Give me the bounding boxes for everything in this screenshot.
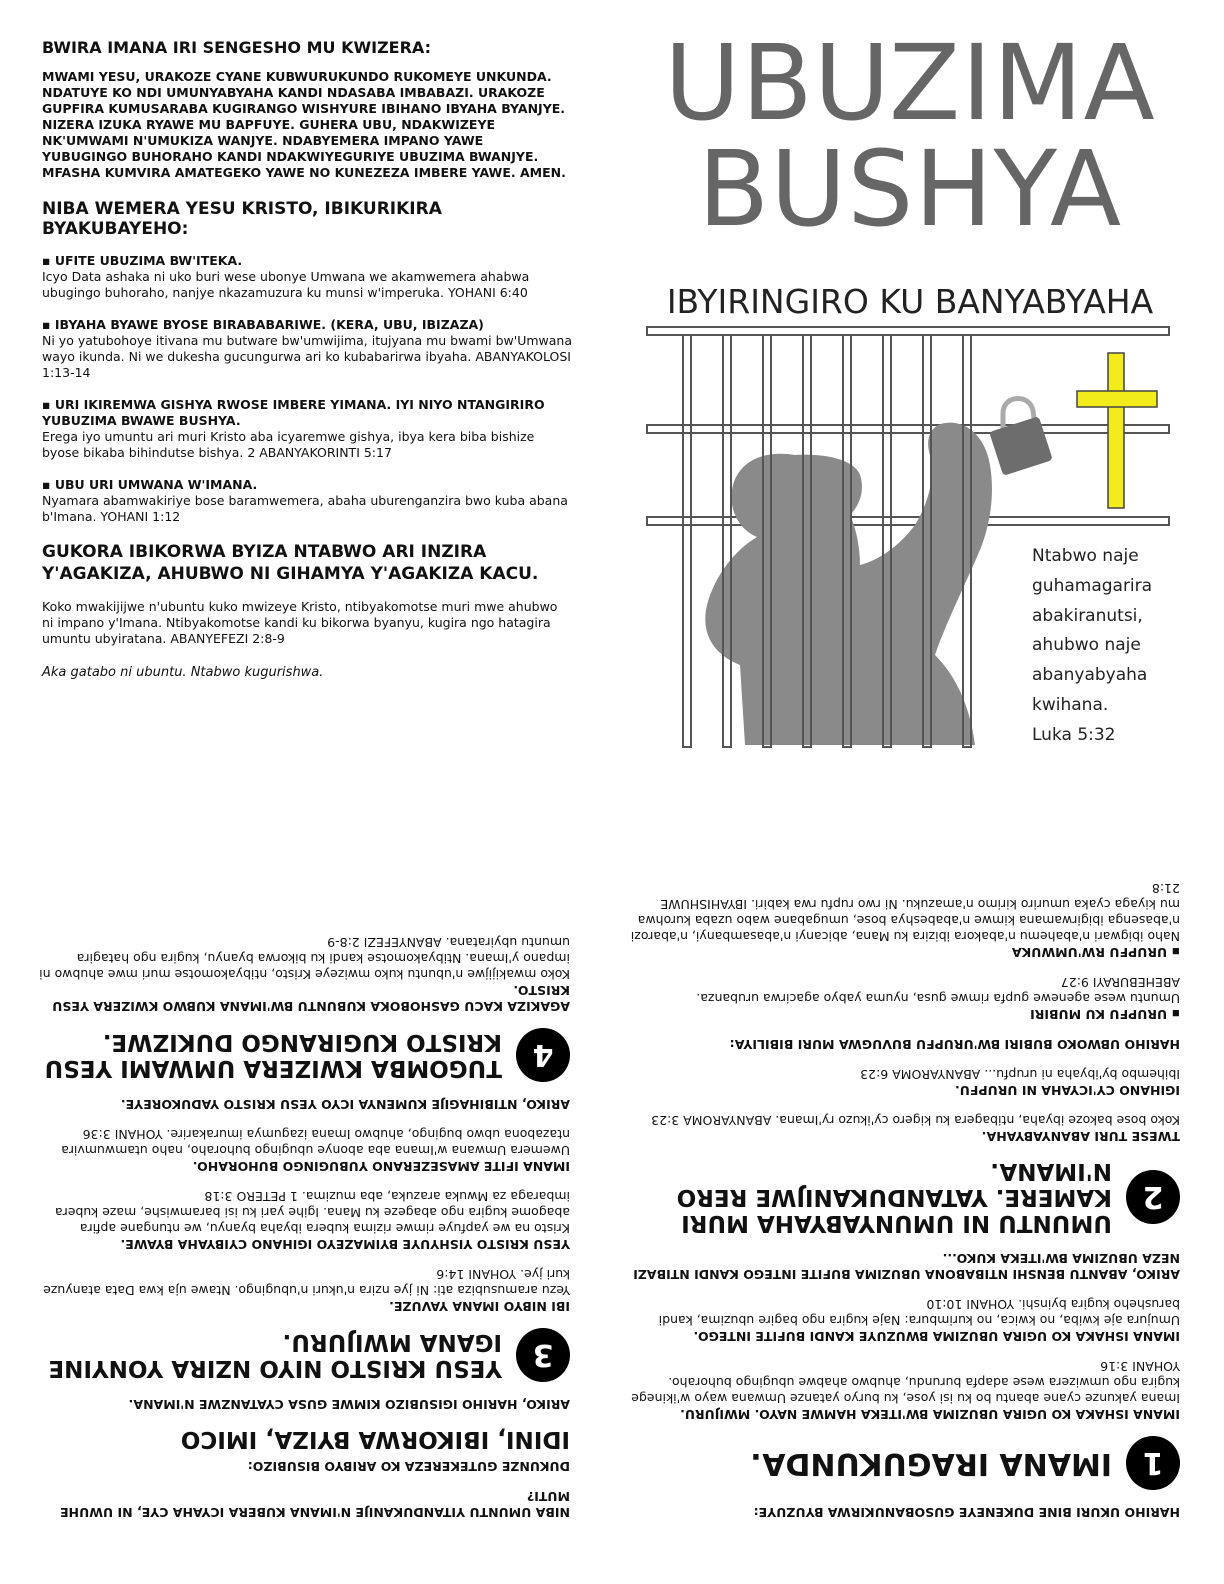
religion-heading: IDINI, IBIKORWA BYIZA, IMICO	[180, 1426, 570, 1452]
blessing-title: ▪ IBYAHA BYAWE BYOSE BIRABABARIWE. (KERA, UBU, IBIZAZA)	[42, 317, 484, 332]
step2-section	[630, 1066, 1180, 1098]
blessing-body: Erega iyo umuntu ari muri Kristo aba icyaremwe gishya, ibya kera biba bishize byose bikaba bihindutse bishya. 2 ABANYAKORINTI 5:17	[42, 429, 535, 460]
step2-section	[630, 1112, 1180, 1144]
step2-heading	[630, 1158, 1180, 1236]
padlock-icon	[989, 398, 1053, 475]
section-body: Naho ibigwari n'abahemu n'abakora ibizira ku Mana, abicanyi n'abasambanyi, n'abarozi n'abasenga ibigirwamana kimwe n'ababeshya bose, umugabane wabo uzaba kurohwa mu kiyaga cyaka umuriro kirimo n'amazuku. Ni rwo rupfu rwa kabiri. IBYAHISHUWE 21:8	[630, 881, 1180, 944]
prison-rails	[647, 327, 1169, 525]
blessing-title: ▪ UFITE UBUZIMA BW'ITEKA.	[42, 253, 243, 268]
prisoner-silhouette	[705, 423, 992, 745]
step2-section	[630, 880, 1180, 960]
section-body: Kristo na we yapfuye rimwe rizima kubera ibyaha byanyu, we ntungane apfira abagome kugira ngo abageze ku Mana. Igihe yari ku isi baramwishe, maze kubera imbaraga za Mwuka arazuka, aba muzima. 1 PETERO 3:18	[54, 1189, 570, 1236]
step4-heading	[38, 1028, 570, 1082]
step1-heading	[630, 1436, 1180, 1490]
step4-section	[38, 934, 570, 1014]
religion-block	[38, 1426, 570, 1474]
blessing-item	[42, 477, 572, 525]
blessing-item	[42, 253, 572, 301]
blessing-body: Ni yo yatubohoye itivana mu butware bw'umwijima, itujyana mu bwami bw'Umwana wayo ikunda. Ni we dukesha gucungurwa ari ko kubabarirwa ibyaha. ABANYAKOLOSI 1:13-14	[42, 333, 573, 380]
prayer-panel	[42, 38, 572, 680]
step2-section	[630, 1036, 1180, 1052]
truths-intro-text: HARIHO UKURI BINE DUKENEYE GUSOBANUKIRWA BYUZUYE:	[753, 1505, 1180, 1520]
section-body: Ibihembo by'ibyaha ni urupfu... ABANYAROMA 6:23	[860, 1067, 1180, 1082]
verse-line: abakiranutsi,	[1032, 605, 1143, 626]
step1-number: 1	[1126, 1436, 1180, 1490]
step2-section	[630, 974, 1180, 1022]
section-body: Umujura aje kwiba, no kwica, no kurimbura: Naje kugira ngo bagire ubuzima, kandi barusheho kugira byinshi. YOHANI 10:10	[658, 1297, 1180, 1328]
section-body: Koko mwakijijwe n'ubuntu kuko mwizeye Kristo, ntibyakomotse muri mwe ahubwo ni impano y'Imana. Ntibyakomotse kandi ku bikorwa byanyu, kugira ngo hatagira umuntu ubyiratana. ABANYEFEZI 2:8-9	[39, 935, 570, 982]
section-title: AGAKIZA KACU GASHOBOKA KUBUNTU BW'IMANA KUBWO KWIZERA YESU KRISTO.	[52, 983, 570, 1014]
step2-number: 2	[1126, 1170, 1180, 1224]
section-title: ARIKO, ABANTU BENSHI NTIBABONA UBUZIMA BUFITE INTEGO KANDI NTIBAZI NEZA UBUZIMA BW'ITEKA KUKO...	[633, 1251, 1180, 1282]
steps-3-4-panel	[38, 820, 570, 1520]
step4-number: 4	[516, 1028, 570, 1082]
section-title: IGIHANO CY'ICYAHA NI URUPFU.	[954, 1083, 1180, 1098]
works-body: Koko mwakijijwe n'ubuntu kuko mwizeye Kristo, ntibyakomotse muri mwe ahubwo ni impano y'Imana. Ntibyakomotse kandi ku bikorwa byanyu, kugira ngo hatagira umuntu ubyiratana. ABANYEFEZI 2:8-9	[42, 599, 558, 646]
works-heading: GUKORA IBIKORWA BYIZA NTABWO ARI INZIRA Y'AGAKIZA, AHUBWO NI GIHAMYA Y'AGAKIZA KACU.	[42, 542, 539, 584]
step3-section	[38, 1266, 570, 1314]
step3-section	[38, 1126, 570, 1174]
cover-verse	[1032, 542, 1182, 751]
section-title: HARIHO UBWOKO BUBIRI BW'URUPFU BUVUGWA MURI BIBILIYA:	[729, 1037, 1180, 1052]
section-title: ▪ URUPFU RW'UMWUKA	[1011, 945, 1180, 960]
cover-title-line1: UBUZIMA	[664, 22, 1156, 144]
verse-line: guhamagarira	[1032, 575, 1153, 596]
religion-answer	[38, 1396, 570, 1412]
section-body: Imana yakunze cyane abantu bo ku isi yose, ku buryo yatanze Umwana wayo w'ikinege kugira ngo umwizera wese adapfa burundu, ahubwo ahabwe ubugingo buhoraho. YOHANI 3:16	[631, 1359, 1180, 1406]
section-body: Umuntu wese agenewe gupfa rimwe gusa, nyuma yabyo agacirwa urubanza. ABEHEBURAYI 9:27	[696, 975, 1180, 1006]
cover-subtitle: IBYIRINGIRO KU BANYABYAHA	[666, 282, 1154, 321]
steps-1-2-panel	[630, 820, 1180, 1520]
section-body: Uwemera Umwana w'Imana aba abonye ubugingo buhoraho, naho utamwumvira ntazabona ubwo bugingo, ahubwo Imana izagumya imurakarire. YOHANI 3:36	[61, 1127, 570, 1158]
verse-reference: Luka 5:32	[1032, 724, 1116, 745]
step1-title: IMANA IRAGUKUNDA.	[750, 1446, 1112, 1481]
remedy-intro	[38, 1488, 570, 1520]
step4-lead-text: ARIKO, NTIBIHAGIJE KUMENYA ICYO YESU KRISTO YADUKOREYE.	[120, 1097, 570, 1112]
truths-intro	[630, 1504, 1180, 1520]
section-title: IMANA ISHAKA KO UGIRA UBUZIMA BWUZUYE KANDI BUFITE INTEGO.	[693, 1329, 1180, 1344]
step1-section	[630, 1358, 1180, 1422]
step3-heading	[38, 1328, 570, 1382]
blessing-item	[42, 317, 572, 381]
section-title: TWESE TURI ABANYABYAHA.	[981, 1129, 1180, 1144]
step2-title: UMUNTU NI UMUNYABYAHA MURI KAMERE. YATANDUKANIJWE RERO N'IMANA.	[676, 1158, 1112, 1236]
step4-title: TUGOMBA KWIZERA UMWAMI YESU KRISTO KUGIRANGO DUKIZWE.	[44, 1029, 502, 1081]
blessing-title: ▪ UBU URI UMWANA W'IMANA.	[42, 477, 258, 492]
step3-title: YESU KRISTO NIYO NZIRA YONYINE IGANA MWIJURU.	[48, 1329, 502, 1381]
verse-line: abanyabyaha	[1032, 665, 1148, 686]
blessing-body: Nyamara abamwakiriye bose baramwemera, abaha uburenganzira bwo kuba abana b'Imana. YOHANI 1:12	[42, 493, 568, 524]
step3-section	[38, 1188, 570, 1252]
section-title: IBI NIBYO IMANA YAVUZE.	[389, 1299, 570, 1314]
section-body: Koko bose bakoze ibyaha, ntibagera ku kigero cy'ikuzo ry'Imana. ABANYAROMA 3:23	[651, 1113, 1180, 1128]
blessing-title: ▪ URI IKIREMWA GISHYA RWOSE IMBERE YIMANA. IYI NIYO NTANGIRIRO YUBUZIMA BWAWE BUSHYA.	[42, 397, 545, 428]
section-title: IMANA IFITE AMASEZERANO YUBUGINGO BUHORAHO.	[192, 1159, 570, 1174]
step1-section	[630, 1296, 1180, 1344]
step1-section	[630, 1250, 1180, 1282]
closing-note: Aka gatabo ni ubuntu. Ntabwo kugurishwa.	[42, 665, 324, 680]
step3-number: 3	[516, 1328, 570, 1382]
step4-lead	[38, 1096, 570, 1112]
verse-line: kwihana.	[1032, 694, 1109, 715]
cover-title	[610, 22, 1210, 250]
blessing-body: Icyo Data ashaka ni uko buri wese ubonye Umwana we akamwemera ahabwa ubugingo buhoraho, nanjye nkazamuzura ku munsi w'imperuka. YOHANI 6:40	[42, 269, 530, 300]
verse-line: Ntabwo naje	[1032, 546, 1139, 566]
prayer-text: MWAMI YESU, URAKOZE CYANE KUBWURUKUNDO RUKOMEYE UNKUNDA. NDATUYE KO NDI UMUNYABYAHA KANDI NDASABA IMBABAZI. URAKOZE GUPFIRA KUMUSARABA KUGIRANGO WISHYURE IBIHANO IBYAHA BYANJYE. NIZERA IZUKA RYAWE MU BAPFUYE. GUHERA UBU, NDAKWIZEYE NK'UMWAMI N'UMUKIZA WANJYE. NDABYEMERA IMPANO YAWE YUBUGINGO BUHORAHO KANDI NDAKWIYEGURIYE UBUZIMA BWANJYE. MFASHA KUMVIRA AMATEGEKO YAWE NO KUNEZEZA IMBERE YAWE. AMEN.	[42, 69, 566, 180]
section-body: Yezu aramusubiza ati: Ni jye nzira n'ukuri n'ubugingo. Ntawe uja kwa Data atanyuze kuri jye. YOHANI 14:6	[43, 1267, 570, 1298]
section-title: ▪ URUPFU KU MUBIRI	[1030, 1007, 1180, 1022]
remedy-question: NIBA UMUNTU YITANDUKANIJE N'IMANA KUBERA ICYAHA CYE, NI UWUHE MUTI?	[60, 1489, 570, 1520]
blessings-heading: NIBA WEMERA YESU KRISTO, IBIKURIKIRA BYAKUBAYEHO:	[42, 199, 442, 239]
religion-answer-text: ARIKO, HARIHO IGISUBIZO KIMWE GUSA CYATANZWE N'IMANA.	[128, 1397, 570, 1412]
blessing-item	[42, 397, 572, 461]
religion-lead: DUKUNZE GUTEKEREZA KO ARIBYO BISUBIZO:	[247, 1459, 570, 1474]
section-title: YESU KRISTO YISHYUYE BYIMAZEYO IGIHANO CYIBYAHA BYAWE.	[120, 1237, 570, 1252]
prayer-heading: BWIRA IMANA IRI SENGESHO MU KWIZERA:	[42, 38, 431, 57]
section-title: IMANA ISHAKA KO UGIRA UBUZIMA BW'ITEKA HAMWE NAYO. MWIJURU.	[680, 1407, 1180, 1422]
cover-title-line2: BUSHYA	[697, 128, 1123, 250]
verse-line: ahubwo naje	[1032, 635, 1141, 656]
